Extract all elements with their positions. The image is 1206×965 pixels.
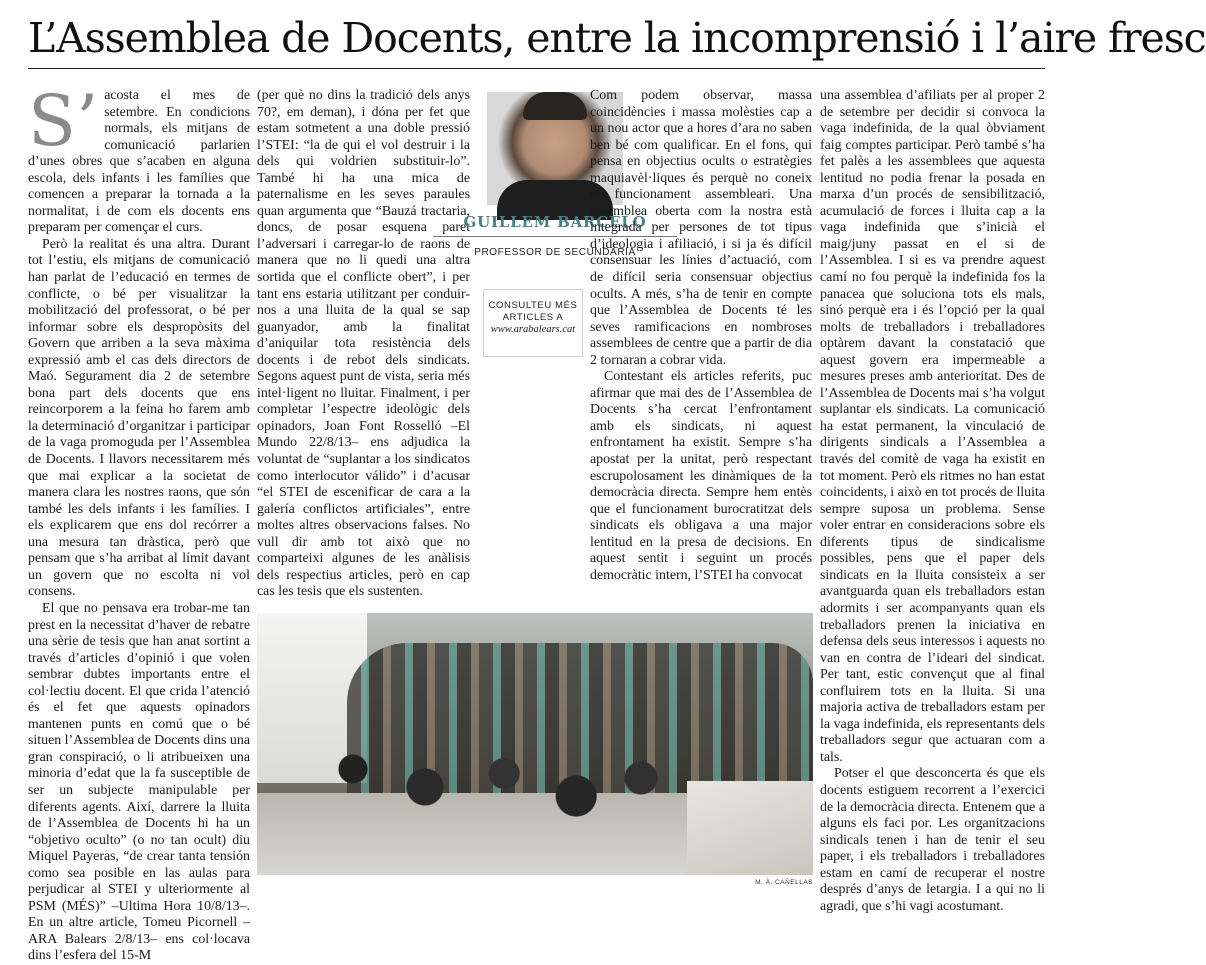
article-column-2 — [257, 88, 470, 608]
paragraph: Potser el que desconcerta és que els docents estiguem recorrent a l’exercici de la democràcia directa. Entenem que a alguns els faci por. Les organitzacions sindicals tenen i han de tenir el seu paper, i els treballadors i treballadores estam en camí de recuperar el nostre després d’anys de letargia. I a qui no li agradi, que s’hi vagi acostumant. — [820, 766, 1045, 914]
paragraph: (per què no dins la tradició dels anys 70?, em deman), i dóna per fet que estam sotmetent a una doble pressió l’STEI: “la de qui el vol destruir i la dels qui voldrien substituir-lo”. També hi ha una mica de paternalisme en les seves paraules quan argumenta que “Bauzá tractaria, doncs, de posar esquena paret l’adversari i carregar-lo de raons de manera que no li quedi una altra sortida que el conflicte obert”, i per tant ens estaria utilitzant per conduir-nos a una lluita de la qual se sap guanyador, amb la finalitat d’aniquilar tota resistència dels docents i de rebot dels sindicats. Segons aquest punt de vista, seria més intel·ligent no lluitar. Finalment, i per completar l’espectre ideològic dels opinadors, Joan Font Rosselló –El Mundo 22/8/13– ens adjudica la voluntat de “suplantar a los sindicatos como interlocutor válido” i d’acusar “el STEI de escenificar de cara a la galería conflictos artificiales”, entre moltes altres observacions falses. No vull dir amb tot això que no comparteixi algunes de les anàlisis dels respectius articles, però en cap cas les tesis que els sustenten. — [257, 88, 470, 600]
photo-table — [687, 781, 813, 875]
paragraph: El que no pensava era trobar-me tan prest en la necessitat d’haver de rebatre una sèrie de tesis que han anat sortint a través d’articles d’opinió i que volen sembrar dubtes importants entre el col·lectiu docent. El que crida l’atenció és el fet que aquests opinadors mantenen punts en comú que o bé situen l’Assemblea de Docents dins una gran conspiració, o li atribueixen una minoria d’edat que la fa susceptible de ser un subjecte manipulable per diferents agents. Així, darrere la lluita de l’Assemblea de Docents hi ha un “objetivo oculto” (o no tan ocult) diu Miquel Payeras, “de crear tanta tensión como sea posible en las aulas para perjudicar al STEI y ulteriormente al PSM (MÉS)” –Ultima Hora 10/8/13–. En un altre article, Tomeu Picornell –ARA Balears 2/8/13– ens col·locava dins l’esfera del 15-M — [28, 600, 250, 964]
paragraph: acosta el mes de setembre. En condicions normals, els mitjans de comunicació parlarien d’unes obres que s’acaben en alguna escola, dels infants i les famílies que comencen a preparar la tornada a la normalitat, i de com els docents ens preparam per començar el curs. — [28, 88, 250, 236]
article-column-3 — [590, 88, 812, 608]
author-role: PROFESSOR DE SECUNDÀRIA — [474, 247, 636, 258]
headline: L’Assemblea de Docents, entre la incomprensió i l’aire fresc — [28, 14, 1206, 62]
headline-rule — [28, 68, 1045, 69]
promo-url-link[interactable]: www.arabalears.cat — [490, 324, 576, 335]
assembly-photo — [257, 613, 813, 875]
photo-foreground-heads — [317, 733, 677, 823]
drop-cap: S’ — [28, 80, 99, 162]
author-name: GUILLEM BARCELÓ — [463, 213, 647, 231]
paragraph: Com podem observar, massa coincidències i massa molèsties cap a un nou actor que a hores d’ara no saben ben bé com qualificar. En el fons, qui pensa en objectius ocults o estratègies maquiavèl·liques és perquè no coneix el funcionament assembleari. Una assemblea oberta com la nostra està integrada per persones de tot tipus d’ideologia i afiliació, i si ja és difícil consensuar les línies d’actuació, com de difícil seria consensuar objectius ocults. A més, s’ha de tenir en compte que l’Assemblea de Docents té les seves ramificacions en nombroses assemblees de centre que a partir de dia 2 tornaran a cobrar vida. — [590, 88, 812, 368]
paragraph: una assemblea d’afiliats per al proper 2 de setembre per decidir si convoca la vaga indefinida, de la qual òbviament faig comptes participar. Però també s’ha fet palès a les assemblees que aquesta lentitud no podia frenar la posada en marxa d’un procés de sensibilització, acumulació de forces i lluita cap a la vaga indefinida que s’inicià el maig/juny passat en el si de l’Assemblea. I si es va prendre aquest camí no fou perquè la indefinida fos la panacea que soluciona tots els mals, sinó perquè era i és l’opció per la qual molts de treballadors i treballadores optàrem davant la constatació que aquest govern era impermeable a mesures preses amb anterioritat. Des de l’Assemblea de Docents mai s’ha volgut suplantar els sindicats. La comunicació ha estat permanent, la vinculació de dirigents sindicals a l’Assemblea a través del comitè de vaga ha existit en tot moment. Però els ritmes no han estat coincidents, i això en tot procés de lluita sempre suposa un problema. Sense voler entrar en consideracions sobre els diferents tipus de sindicalisme possibles, pens que el paper dels sindicats en la lluita consisteix a ser avantguarda quan els treballadors estan adormits i ser acompanyants quan els treballadors prenen la iniciativa en defensa dels seus interessos i aquests no van en contra de l’ideari del sindicat. Per tant, estic convençut que al final confluirem tots en la lluita. Si una majoria activa de treballadors estam per la vaga indefinida, els representants dels treballadors segur que actuaran com a tals. — [820, 88, 1045, 765]
promo-line-2: ARTICLES A — [502, 312, 564, 323]
photo-credit: M. À. CAÑELLAS — [755, 879, 813, 886]
article-column-4 — [820, 88, 1045, 914]
article-column-1 — [28, 80, 250, 964]
paragraph: Contestant els articles referits, puc afirmar que mai des de l’Assemblea de Docents s’ha cercat l’enfrontament amb els sindicats, ni aquest enfrontament ha existit. Sempre s’ha apostat per la unitat, però respectant escrupolosament les dinàmiques de la democràcia directa. Sempre hem entès que el funcionament burocratitzat dels sindicats els obligava a una major lentitud en la presa de decisions. En aquest sentit i seguint un procés democràtic intern, l’STEI ha convocat — [590, 369, 812, 583]
paragraph: Però la realitat és una altra. Durant tot l’estiu, els mitjans de comunicació han parlat de l’educació en termes de conflicte, o bé per visualitzar la mobilització del professorat, o bé per informar sobre els despropòsits del Govern que arriben a la seva màxima expressió amb el cas dels directors de Maó. Segurament dia 2 de setembre bona part dels docents que ens reincorporem a la feina ho farem amb la determinació d’organitzar i participar de la vaga promoguda per l’Assemblea de Docents. I llavors necessitarem més que mai explicar a la societat de manera clara les nostres raons, que són també les dels infants i les famílies. I els explicarem que ens dol recórrer a una mesura tan dràstica, però que pensam que s’ha arribat al límit davant un govern que no escolta ni vol consens. — [28, 236, 250, 600]
promo-line-1: CONSULTEU MÉS — [488, 300, 578, 311]
author-photo-hair — [523, 92, 587, 120]
promo-box — [483, 289, 583, 357]
